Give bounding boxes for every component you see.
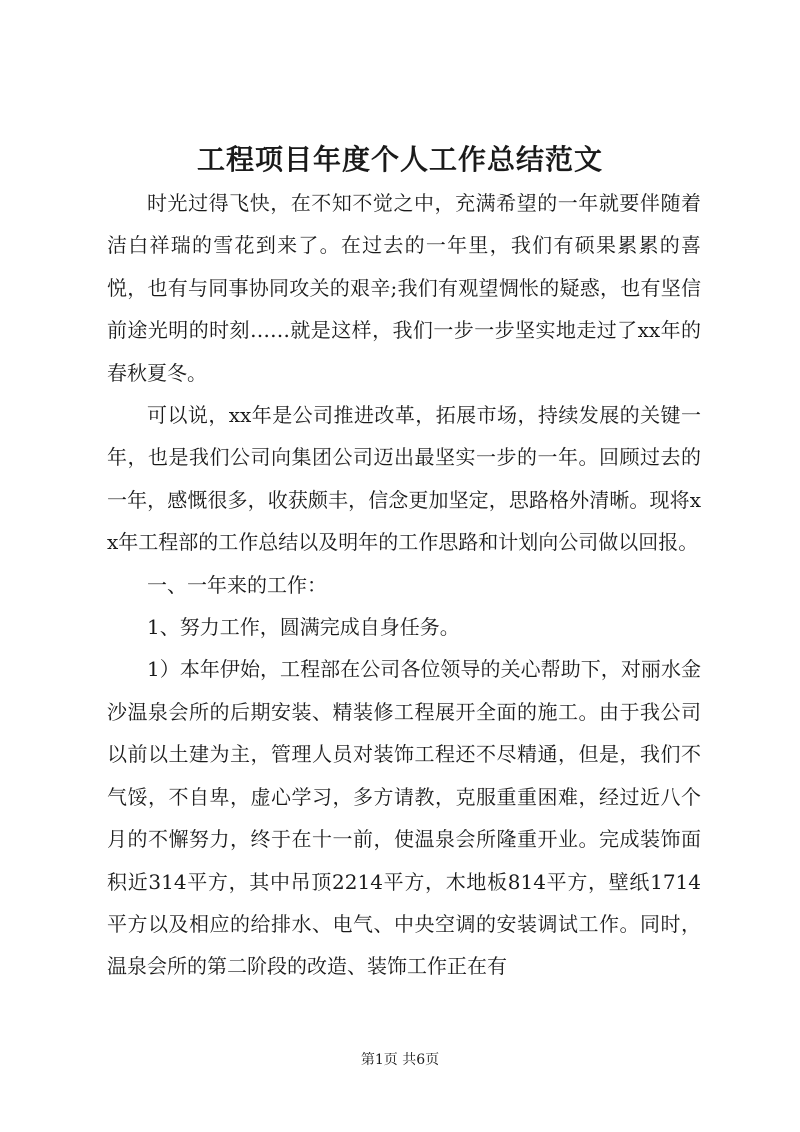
- paragraph-detail: 1）本年伊始，工程部在公司各位领导的关心帮助下，对丽水金沙温泉会所的后期安装、精装修工程展开全面的施工。由于我公司以前以土建为主，管理人员对装饰工程还不尽精通，但是，我们不气馁，不自卑，虚心学习，多方请教，克服重重困难，经过近八个月的不懈努力，终于在十一前，使温泉会所隆重开业。完成装饰面积近314平方，其中吊顶2214平方，木地板814平方，壁纸1714平方以及相应的给排水、电气、中央空调的安装调试工作。同时，温泉会所的第二阶段的改造、装饰工作正在有: [107, 657, 701, 979]
- paragraph-intro: 时光过得飞快，在不知不觉之中，充满希望的一年就要伴随着洁白祥瑞的雪花到来了。在过去的一年里，我们有硕果累累的喜悦，也有与同事协同攻关的艰辛;我们有观望惆怅的疑惑，也有坚信前途光明的时刻……就是这样，我们一步一步坚实地走过了xx年的春秋夏冬。: [107, 191, 701, 385]
- section-heading: 一、一年来的工作：: [147, 572, 327, 597]
- document-body: [107, 182, 701, 988]
- document-title: 工程项目年度个人工作总结范文: [196, 143, 603, 176]
- subsection-heading: 1、努力工作，圆满完成自身任务。: [147, 615, 460, 640]
- paragraph-summary: 可以说，xx年是公司推进改革，拓展市场，持续发展的关键一年，也是我们公司向集团公司迈出最坚实一步的一年。回顾过去的一年，感慨很多，收获颇丰，信念更加坚定，思路格外清晰。现将xx年工程部的工作总结以及明年的工作思路和计划向公司做以回报。: [107, 403, 701, 555]
- page-number-footer: 第1页 共6页: [360, 1052, 440, 1068]
